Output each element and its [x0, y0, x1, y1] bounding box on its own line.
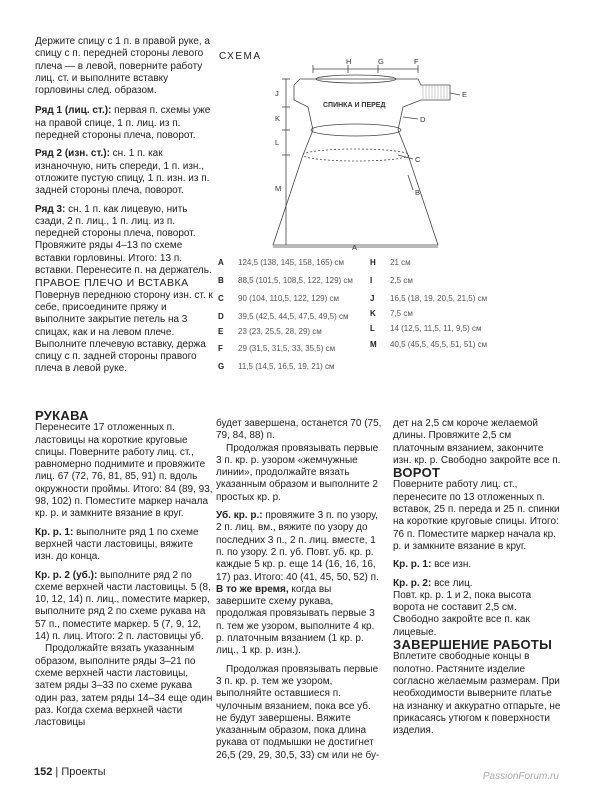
- round-2-paragraph: [35, 570, 213, 644]
- legend-key: L: [370, 324, 375, 333]
- row-1-paragraph: [35, 105, 213, 142]
- legend-value: 23 (23, 25,5, 28, 29) см: [238, 327, 322, 336]
- letter-b: B: [415, 188, 421, 197]
- paragraph: Продолжая провязывать первые 3 п. кр. р. узором «жемчужные линии», продолжайте вязать указанным образом и выполните 2 простых кр. р.: [216, 442, 379, 503]
- legend-key: I: [370, 276, 373, 285]
- garment-schematic: [218, 55, 488, 250]
- sleeves-section: [35, 410, 213, 729]
- section-name: Проекты: [61, 766, 106, 778]
- row-2-text: сн. 1 п. как изнаночную, нить спереди, 1 п. изн., отложите пустую спицу, 1 п. изн. из п. задней стороны плеча, поворот.: [35, 148, 210, 197]
- schema-title: СХЕМА: [219, 51, 262, 62]
- letter-d: D: [420, 115, 426, 124]
- legend-value: 29 (31,5, 31,5, 33, 35,5) см: [238, 344, 336, 353]
- round-1-text: выполните ряд 1 по схеме верхней части ластовицы, вяжите изн. до конца.: [35, 526, 199, 563]
- row-1-text: первая п. схемы уже на правой спице, 1 п. лиц. из п. передней стороны плеча, поворот.: [35, 105, 211, 142]
- round-1-head: Кр. р. 1:: [35, 526, 74, 538]
- legend-value: 39,5 (42,5, 44,5, 47,5, 49,5) см: [238, 312, 349, 321]
- legend-key: E: [218, 327, 224, 336]
- hip-line: [303, 149, 409, 161]
- paragraph: Повернув переднюю сторону изн. ст. к себе, присоедините пряжу и выполните закрытие петель на 3 спицах, как и на левом плече. Выполните плечевую вставку, держа спицу с п. задней стороны правого плеча в левой руке.: [35, 289, 213, 375]
- paragraph: Повт. кр. р. 1 и 2, пока высота ворота не составит 2,5 см. Свободно закройте все п. как лицевые.: [393, 589, 532, 638]
- footer-divider: |: [55, 766, 62, 778]
- heading-collar: ВОРОТ: [393, 465, 441, 481]
- watermark: PassionForum.ru: [482, 771, 559, 782]
- row-1-head: Ряд 1 (лиц. ст.):: [35, 105, 112, 117]
- legend-value: 40,5 (45,5, 45,5, 51, 51) см: [390, 340, 488, 349]
- round-2-text: все лиц.: [431, 577, 473, 589]
- decrease-round-head: Уб. кр. р.:: [216, 510, 263, 522]
- letter-g: G: [378, 57, 384, 66]
- legend-value: 16,5 (18, 19, 20,5, 21,5) см: [390, 294, 488, 303]
- row-3-paragraph: [35, 204, 213, 241]
- legend-value: 88,5 (101,5, 108,5, 122, 129) см: [238, 276, 353, 285]
- legend-value: 11,5 (14,5, 16,5, 19, 21) см: [238, 362, 335, 371]
- letter-h: H: [346, 57, 352, 66]
- letter-j: J: [275, 89, 279, 98]
- round-1-head: Кр. р. 1:: [393, 559, 432, 571]
- legend-value: 124,5 (138, 145, 158, 165) см: [238, 258, 345, 267]
- letter-k: K: [275, 114, 281, 123]
- page-number: 152: [34, 766, 53, 778]
- legend-key: J: [370, 294, 375, 303]
- text-column-3: [393, 418, 563, 737]
- legend-key: H: [370, 258, 376, 267]
- paragraph: дет на 2,5 см короче желаемой длины. Провяжите 2,5 см платочным вязанием, закончите изн. кр. р. Свободно закройте все п.: [393, 418, 561, 466]
- row-2-head: Ряд 2 (изн. ст.):: [35, 148, 110, 160]
- letter-m: M: [275, 184, 282, 193]
- same-time-text: когда вы завершите схему рукава, продолжая провязывать первые 3 п. тем же узором, выполните 4 кр. р. платочным вязанием (1 кр. р. лиц., 1 кр. р. изн.).: [216, 583, 375, 657]
- legend-key: F: [218, 344, 223, 353]
- subheading-right-shoulder: ПРАВОЕ ПЛЕЧО И ВСТАВКА: [35, 277, 189, 290]
- legend-key: K: [370, 309, 376, 318]
- paragraph: Перенесите 17 отложенных п. ластовицы на короткие круговые спицы. Поверните работу лиц. ст., равномерно поднимите и провяжите лиц. 67 (72, 76, 81, 85, 91) п. вдоль окружности проймы. Итого: 84 (89, 93, 98, 102) п. Поместите маркер начала кр. р. и замкните вязание в круг.: [35, 422, 213, 520]
- legend-key: A: [218, 258, 224, 267]
- row-2-paragraph: [35, 148, 213, 197]
- round-2-head: Кр. р. 2:: [393, 577, 432, 589]
- legend-value: 14 (12,5, 11,5, 11, 9,5) см: [390, 324, 482, 333]
- body-label: СПИНКА И ПЕРЕД: [323, 102, 386, 109]
- paragraph: Держите спицу с 1 п. в правой руке, а спицу с п. передней стороны левого плеча — в левой, поверните работу лиц. ст. и выполните вставку горловины след. образом.: [35, 36, 210, 97]
- legend-value: 2,5 см: [390, 276, 413, 285]
- legend-value: 21 см: [390, 258, 411, 267]
- round-1-text: все изн.: [431, 559, 472, 571]
- paragraph: Продолжайте вязать указанным образом, выполните ряды 3–21 по схеме верхней части ластовицы, затем ряды 3–33 по схеме рукава один раз, затем ряды 14–34 еще один раз. Когда схема верхней части ластовицы: [35, 643, 213, 729]
- heading-finishing: ЗАВЕРШЕНИЕ РАБОТЫ: [393, 637, 553, 653]
- row-3-head: Ряд 3:: [35, 203, 66, 215]
- round-2-text: выполните ряд 2 по схеме верхней части ластовицы. 5 (8, 10, 12, 14) п. лиц., поместите маркер, выполните ряд 2 по схеме рукава на 57 п., поместите маркер. 5 (7, 9, 12, 14) п. лиц. Итого: 2 п. ластовицы уб.: [35, 569, 211, 643]
- page-footer: [34, 766, 105, 778]
- waist-line: [311, 124, 401, 136]
- round-2-head: Кр. р. 2 (уб.):: [35, 569, 98, 581]
- legend-key: M: [370, 340, 377, 349]
- row-3-text: сн. 1 п. как лицевую, нить сзади, 2 п. лиц., 1 п. лиц. из п. передней стороны плеча, поворот.: [35, 203, 196, 240]
- round-2-paragraph: [393, 578, 563, 590]
- text-column-1: [35, 36, 213, 376]
- legend-key: B: [218, 276, 224, 285]
- text-column-2: [216, 418, 384, 762]
- paragraph: Поверните работу лиц. ст., перенесите по 13 отложенных п. вставок, 25 п. переда и 25 п. спинки на короткие круговые спицы. Итого: 76 п. Поместите маркер начала кр. р. и замкните вязание в круг.: [393, 479, 560, 552]
- heading-sleeves: РУКАВА: [35, 408, 89, 423]
- letter-f: F: [414, 57, 419, 66]
- legend-value: 7,5 см: [390, 309, 413, 318]
- paragraph: Продолжая провязывать первые 3 п. кр. р. тем же узором, выполняйте оставшиеся п. чулочным вязанием, пока все уб. не будут завершены. Вяжите указанным образом, пока длина рукава от подмышки не достигнет 26,5 (29, 29, 30,5, 33) см или не бу-: [216, 663, 380, 761]
- legend-key: G: [218, 362, 225, 371]
- letter-a: A: [352, 243, 358, 250]
- letter-l: L: [275, 138, 280, 147]
- legend-key: D: [218, 312, 224, 321]
- paragraph: будет завершена, останется 70 (75, 79, 84, 88) п.: [216, 418, 382, 442]
- paragraph: Провяжите ряды 4–13 по схеме вставки горловины. Итого: 13 п. вставки. Перенесите п. на держатель.: [35, 240, 212, 277]
- paragraph: Вплетите свободные концы в полотно. Растяните изделие согласно желаемым размерам. При необходимости выверните платье на изнанку и аккуратно отпарьте, не прикасаясь утюгом к поверхности изделия.: [393, 651, 561, 737]
- letter-c: C: [415, 155, 421, 164]
- round-1-paragraph: [35, 527, 213, 564]
- same-time-head: В то же время,: [216, 583, 289, 595]
- round-1-paragraph: [393, 559, 563, 571]
- letter-e: E: [462, 90, 468, 99]
- legend-key: C: [218, 294, 224, 303]
- decrease-round-paragraph: [216, 510, 384, 658]
- legend-value: 90 (104, 110,5, 122, 129) см: [238, 294, 339, 303]
- decrease-round-text: провяжите 3 п. по узору, 2 п. лиц. вм., вяжите по узору до последних 3 п., 2 п. лиц. вместе, 1 п. по узору. 2 п. уб. Повт. уб. кр. р. каждые 5 кр. р. еще 14 (16, 16, 16, 17) раз. Итого: 40 (41, 45, 50, 52) п.: [216, 510, 379, 583]
